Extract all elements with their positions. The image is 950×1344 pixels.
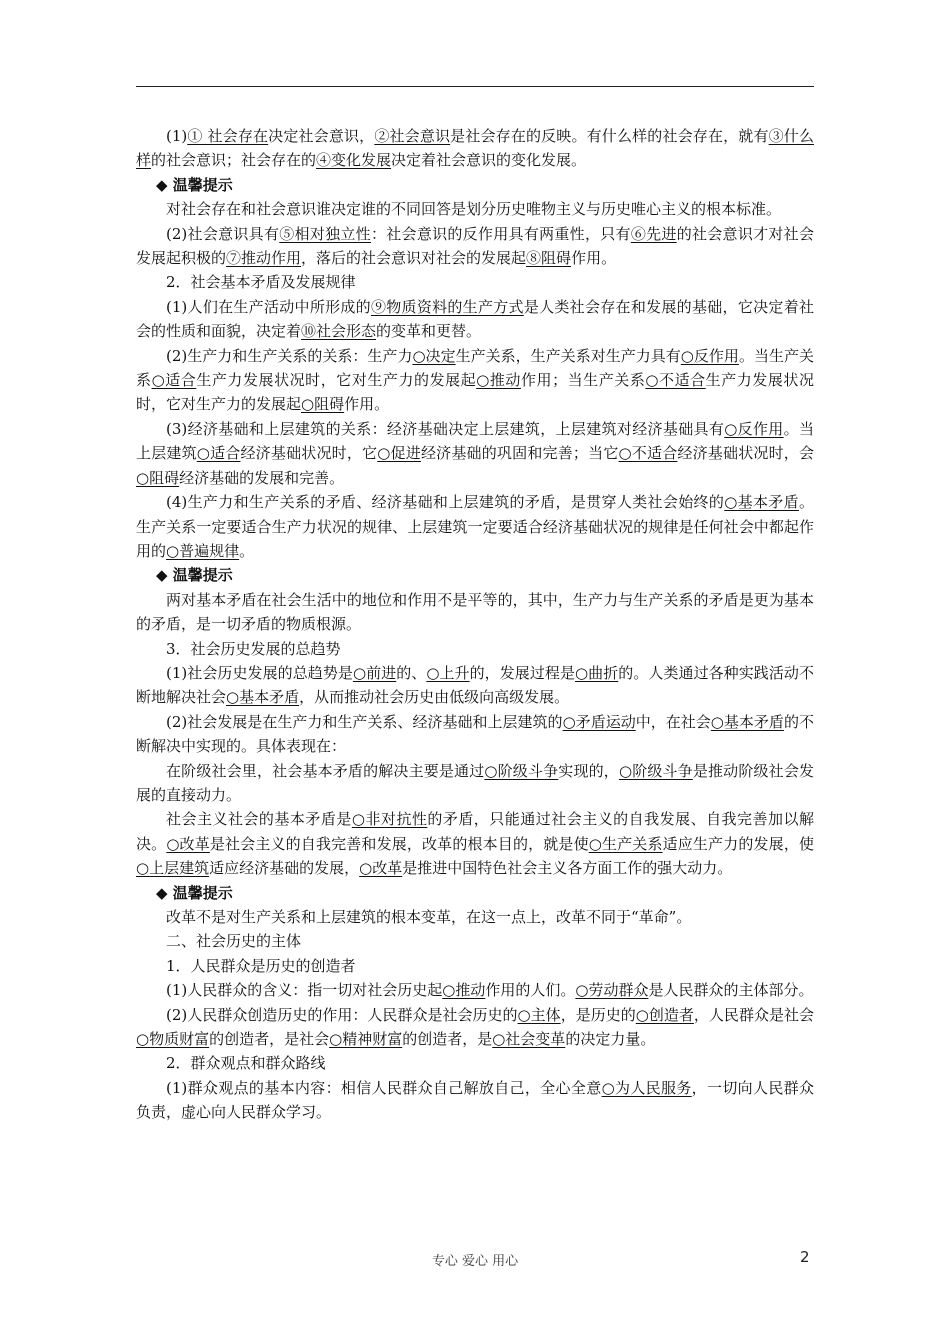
answer-blank: ○为人民服务 [601, 1078, 692, 1097]
text-run: 是社会存在的反映。有什么样的社会存在，就有 [450, 127, 769, 145]
answer-blank: ○适合 [196, 444, 241, 463]
answer-blank: ○不适合 [645, 371, 706, 390]
text-run: 的创造者，是社会 [209, 1030, 330, 1049]
text-run: 生产关系，生产关系对生产力具有 [455, 346, 681, 365]
text-run: 决定社会意识， [268, 127, 375, 145]
answer-blank: ○社会变革 [492, 1030, 566, 1049]
text-run: 的。人类通过各种实践活动不断地解决社会 [136, 663, 814, 707]
text-run: 作用。 [571, 249, 617, 268]
answer-blank: ○前进 [352, 663, 397, 682]
text-run: 是人民群众的主体部分。 [648, 981, 814, 1000]
text-run: (2)人民群众创造历史的作用：人民群众是社会历史的 [166, 1005, 518, 1024]
answer-blank: ○非对抗性 [351, 810, 428, 829]
text-run: 经济基础状况时，它 [240, 444, 378, 463]
answer-blank: ○反作用 [680, 346, 739, 365]
text-run: 。当上层建筑 [136, 419, 814, 463]
answer-blank: ① 社会存在 [187, 127, 269, 145]
answer-blank: ⑩社会形态 [301, 322, 377, 341]
answer-blank: ⑦推动作用 [226, 249, 302, 268]
answer-blank: ○阻碍 [136, 468, 180, 487]
answer-blank: ⑧阻碍 [526, 249, 572, 268]
text-run: 作用。 [344, 395, 390, 414]
paragraph [136, 807, 814, 880]
paragraph [136, 661, 814, 710]
answer-blank: ○生产关系 [588, 834, 663, 853]
answer-blank: ○阶级斗争 [618, 761, 693, 780]
paragraph [136, 905, 814, 929]
document-body [136, 124, 814, 1125]
text-run: 1．人民群众是历史的创造者 [166, 956, 356, 975]
tip-heading [136, 563, 814, 587]
text-run: 2．群众观点和群众路线 [166, 1054, 326, 1073]
paragraph [136, 1003, 814, 1052]
text-run: 作用的人们。 [485, 981, 576, 1000]
answer-blank: ○阻碍 [301, 395, 345, 414]
text-run: 作用；当生产关系 [520, 371, 646, 390]
text-run: ，人民群众是社会 [693, 1005, 814, 1024]
text-run: 经济基础的巩固和完善；当它 [420, 444, 619, 463]
text-run: ，落后的社会意识对社会的发展起 [301, 249, 527, 268]
answer-blank: ○上升 [426, 663, 470, 682]
text-run: 经济基础的发展和完善。 [179, 468, 345, 487]
text-run: 两对基本矛盾在社会生活中的地位和作用不是平等的，其中，生产力与生产关系的矛盾是更为基本的矛盾，是一切矛盾的物质根源。 [136, 590, 814, 634]
text-run: 二、社会历史的主体 [166, 932, 302, 951]
answer-blank: ○改革 [359, 859, 403, 878]
answer-blank: ⑤相对独立性 [279, 224, 371, 243]
answer-blank: ○阶级斗争 [484, 761, 559, 780]
answer-blank: ○劳动群众 [575, 981, 649, 1000]
answer-blank: ⑨物质资料的生产方式 [370, 297, 524, 316]
paragraph [136, 197, 814, 221]
text-run: ◆ 温馨提示 [156, 883, 233, 902]
text-run: 的不断解决中实现的。具体表现在： [136, 712, 814, 756]
text-run: ◆ 温馨提示 [156, 175, 233, 194]
text-run: (1)人们在生产活动中所形成的 [166, 297, 371, 316]
text-run: (2)生产力和生产关系的关系：生产力 [166, 346, 413, 365]
text-run: 对社会存在和社会意识谁决定谁的不同回答是划分历史唯物主义与历史唯心主义的根本标准。 [166, 200, 782, 219]
text-run: 决定着社会意识的变化发展。 [391, 151, 587, 170]
answer-blank: ○适合 [151, 371, 197, 390]
answer-blank: ③什么样 [136, 127, 814, 170]
text-run: 是推进中国特色社会主义各方面工作的强大动力。 [402, 859, 733, 878]
paragraph [136, 270, 814, 294]
answer-blank: ○普遍规律 [166, 541, 240, 560]
text-run: 适应经济基础的发展， [209, 859, 360, 878]
text-run: 改革不是对生产关系和上层建筑的根本变革，在这一点上，改革不同于“革命”。 [166, 908, 692, 926]
text-run: 是社会主义的自我完善和发展，改革的根本目的，就是使 [209, 834, 589, 853]
paragraph [136, 417, 814, 490]
answer-blank: ○促进 [377, 444, 421, 463]
text-run: 2．社会基本矛盾及发展规律 [166, 273, 356, 292]
text-run: 的变革和更替。 [376, 322, 482, 341]
text-run: 实现的， [558, 761, 619, 780]
text-run: 生产力发展状况时，它对生产力的发展起 [196, 371, 477, 390]
header-rule [136, 86, 814, 87]
paragraph [136, 1076, 814, 1125]
text-run: 适应生产力的发展，使 [662, 834, 814, 853]
text-run: 。当生产关系 [136, 346, 814, 390]
paragraph [136, 588, 814, 637]
answer-blank: ○主体 [517, 1005, 561, 1024]
answer-blank: ②社会意识 [374, 127, 451, 145]
paragraph [136, 954, 814, 978]
answer-blank: ○创造者 [635, 1005, 694, 1024]
paragraph [136, 344, 814, 417]
answer-blank: ○物质财富 [136, 1030, 210, 1049]
text-run: (1)社会历史发展的总趋势是 [166, 663, 353, 682]
text-run: 经济基础状况时，会 [677, 444, 814, 463]
text-run: (2)社会意识具有 [166, 224, 280, 243]
paragraph [136, 637, 814, 661]
answer-blank: ○精神财富 [329, 1030, 403, 1049]
text-run: 的、 [396, 663, 427, 682]
text-run: 是人类社会存在和发展的基础，它决定着社会的性质和面貌，决定着 [136, 297, 814, 341]
paragraph [136, 759, 814, 808]
answer-blank: ○不适合 [618, 444, 678, 463]
answer-blank: ○矛盾运动 [562, 712, 636, 731]
text-run: ，是历史的 [560, 1005, 636, 1024]
answer-blank: ○基本矛盾 [724, 493, 799, 512]
answer-blank: ○反作用 [724, 419, 784, 438]
text-run: ，从而推动社会历史由低级向高级发展。 [299, 688, 570, 707]
paragraph [136, 124, 814, 173]
answer-blank: ⑥先进 [630, 224, 677, 243]
answer-blank: ○决定 [412, 346, 456, 365]
answer-blank: ○基本矛盾 [226, 688, 300, 707]
tip-heading [136, 881, 814, 905]
text-run: 的社会意识才对社会发展起积极的 [136, 224, 814, 268]
text-run: (1)群众观点的基本内容：相信人民群众自己解放自己，全心全意 [166, 1078, 602, 1097]
tip-heading [136, 173, 814, 197]
answer-blank: ○推动 [476, 371, 521, 390]
answer-blank: ○曲折 [575, 663, 619, 682]
text-run: 的，发展过程是 [469, 663, 576, 682]
text-run: ：社会意识的反作用具有两重性，只有 [370, 224, 631, 243]
text-run: 中，在社会 [635, 712, 711, 731]
text-run: (1) [166, 127, 188, 145]
paragraph [136, 710, 814, 759]
text-run: (3)经济基础和上层建筑的关系：经济基础决定上层建筑，上层建筑对经济基础具有 [166, 419, 725, 438]
text-run: (4)生产力和生产关系的矛盾、经济基础和上层建筑的矛盾，是贯穿人类社会始终的 [166, 493, 725, 512]
text-run: 是推动阶级社会发展的直接动力。 [136, 761, 814, 804]
page-footer: 专心 爱心 用心 [431, 1254, 519, 1269]
paragraph [136, 222, 814, 271]
text-run: 3．社会历史发展的总趋势 [166, 639, 341, 658]
paragraph [136, 295, 814, 344]
answer-blank: ○改革 [166, 834, 210, 853]
answer-blank: ○上层建筑 [136, 859, 210, 878]
answer-blank: ④变化发展 [316, 151, 392, 170]
paragraph [136, 978, 814, 1002]
text-run: 的矛盾，只能通过社会主义的自我发展、自我完善加以解决。 [136, 810, 814, 853]
text-run: (1)人民群众的含义：指一切对社会历史起 [166, 981, 443, 1000]
answer-blank: ○基本矛盾 [710, 712, 784, 731]
text-run: 。 [239, 541, 255, 560]
paragraph [136, 929, 814, 953]
answer-blank: ○推动 [442, 981, 486, 1000]
text-run: 在阶级社会里，社会基本矛盾的解决主要是通过 [166, 761, 485, 780]
text-run: 的决定力量。 [565, 1030, 656, 1049]
page-number: 2 [800, 1248, 810, 1266]
text-run: 社会主义社会的基本矛盾是 [166, 810, 352, 829]
paragraph [136, 1051, 814, 1075]
text-run: (2)社会发展是在生产力和生产关系、经济基础和上层建筑的 [166, 712, 563, 731]
text-run: 的社会意识；社会存在的 [151, 151, 317, 170]
paragraph [136, 490, 814, 563]
text-run: 的创造者，是 [402, 1030, 493, 1049]
text-run: 生产力发展状况时，它对生产力的发展起 [136, 371, 814, 414]
text-run: 。生产关系一定要适合生产力状况的规律、上层建筑一定要适合经济基础状况的规律是任何社会中都起作用的 [136, 493, 814, 560]
text-run: ，一切向人民群众负责，虚心向人民群众学习。 [136, 1078, 814, 1122]
text-run: ◆ 温馨提示 [156, 566, 233, 585]
